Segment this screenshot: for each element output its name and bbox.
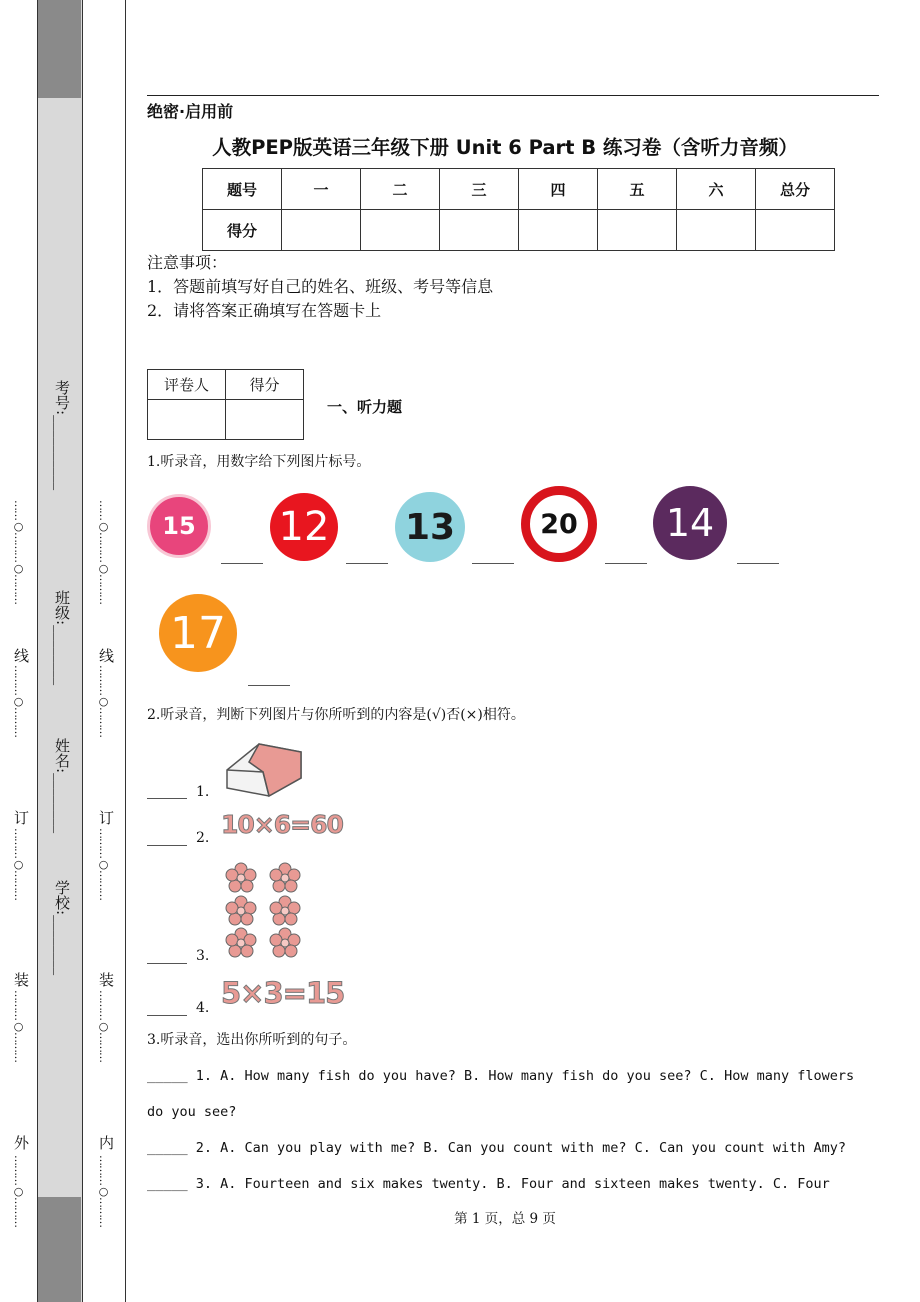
equation-5x3-image: 5×3=15 <box>221 976 345 1010</box>
score-row-label: 得分 <box>203 210 282 251</box>
q2-answer-blank[interactable] <box>147 963 187 964</box>
inner-label-ding: 订 <box>97 810 115 825</box>
page-title: 人教PEP版英语三年级下册 Unit 6 Part B 练习卷（含听力音频） <box>212 136 798 159</box>
grader-table <box>147 369 304 440</box>
outer-label-xian: 线 <box>12 648 30 663</box>
q1-answer-blank[interactable] <box>346 563 388 564</box>
grader-header: 得分 <box>226 370 304 400</box>
q2-item-number: 2. <box>196 830 210 846</box>
outer-seal-line-2: ………○……… <box>12 665 25 737</box>
binding-inner-line <box>125 0 126 1302</box>
q2-answer-blank[interactable] <box>147 798 187 799</box>
outer-label-wai: 外 <box>12 1135 30 1150</box>
score-header: 题号 <box>203 169 282 210</box>
outer-seal-line-4: ………○……… <box>12 990 25 1062</box>
inner-seal-line-4: ………○……… <box>97 990 110 1062</box>
number-15-icon: 15 <box>147 494 211 558</box>
number-17-icon: 17 <box>159 594 237 672</box>
inner-seal-line-3: ………○……… <box>97 828 110 900</box>
q1-answer-blank[interactable] <box>248 685 290 686</box>
q2-item-number: 1. <box>196 784 210 800</box>
q1-answer-blank[interactable] <box>472 563 514 564</box>
outer-seal-line-1: ……○………○……… <box>12 500 25 604</box>
field-name[interactable]: 姓名:________ <box>53 738 71 834</box>
outer-label-zhuang: 装 <box>12 972 30 987</box>
number-12-icon: 12 <box>270 493 338 561</box>
grader-header: 评卷人 <box>148 370 226 400</box>
score-cell[interactable] <box>282 210 361 251</box>
score-header: 总分 <box>756 169 835 210</box>
grader-cell[interactable] <box>226 400 304 440</box>
notes-item: 2．请将答案正确填写在答题卡上 <box>147 301 382 320</box>
q2-answer-blank[interactable] <box>147 1015 187 1016</box>
section-title-listening: 一、听力题 <box>327 398 403 416</box>
inner-label-zhuang: 装 <box>97 972 115 987</box>
score-header: 五 <box>598 169 677 210</box>
field-school[interactable]: 学校:________ <box>53 880 71 976</box>
score-cell[interactable] <box>440 210 519 251</box>
score-cell[interactable] <box>598 210 677 251</box>
inner-label-nei: 内 <box>97 1135 115 1150</box>
q1-answer-blank[interactable] <box>221 563 263 564</box>
number-13-icon: 13 <box>395 492 465 562</box>
score-cell[interactable] <box>677 210 756 251</box>
field-class[interactable]: 班级:________ <box>53 590 71 686</box>
equation-10x6-image: 10×6=60 <box>221 810 343 839</box>
score-header: 六 <box>677 169 756 210</box>
score-header: 二 <box>361 169 440 210</box>
inner-seal-line-2: ………○……… <box>97 665 110 737</box>
number-20-icon: 20 <box>521 486 597 562</box>
inner-seal-line-1: ……○………○……… <box>97 500 110 604</box>
score-cell[interactable] <box>361 210 440 251</box>
outer-seal-line-5: ………○……… <box>12 1155 25 1227</box>
inner-label-xian: 线 <box>97 648 115 663</box>
grader-cell[interactable] <box>148 400 226 440</box>
score-cell[interactable] <box>519 210 598 251</box>
score-header: 一 <box>282 169 361 210</box>
q2-answer-blank[interactable] <box>147 845 187 846</box>
outer-seal-line-3: ………○……… <box>12 828 25 900</box>
q1-answer-blank[interactable] <box>605 563 647 564</box>
number-14-icon: 14 <box>653 486 727 560</box>
confidential-label: 绝密·启用前 <box>147 102 234 121</box>
binding-margin-top-block <box>38 0 81 98</box>
q3-line: _____ 3. A. Fourteen and six makes twenty. B. Four and sixteen makes twenty. C. Four <box>147 1176 830 1192</box>
q2-item-number: 3. <box>196 948 210 964</box>
score-cell[interactable] <box>756 210 835 251</box>
field-exam-no[interactable]: 考号:__________ <box>53 380 71 491</box>
notes-title: 注意事项： <box>147 253 228 272</box>
notes-item: 1．答题前填写好自己的姓名、班级、考号等信息 <box>147 277 494 296</box>
q3-prompt: 3.听录音，选出你所听到的句子。 <box>147 1032 357 1048</box>
header-rule <box>147 95 879 96</box>
score-header: 三 <box>440 169 519 210</box>
q1-prompt: 1.听录音，用数字给下列图片标号。 <box>147 454 371 470</box>
inner-seal-line-5: ………○……… <box>97 1155 110 1227</box>
flowers-image <box>222 862 306 960</box>
score-header: 四 <box>519 169 598 210</box>
q2-prompt: 2.听录音，判断下列图片与你所听到的内容是(√)否(×)相符。 <box>147 707 525 723</box>
q3-line: _____ 1. A. How many fish do you have? B. How many fish do you see? C. How many flowers <box>147 1068 855 1084</box>
q1-answer-blank[interactable] <box>737 563 779 564</box>
eraser-icon <box>221 738 305 800</box>
q3-line: do you see? <box>147 1104 237 1120</box>
score-table <box>202 168 835 251</box>
q2-item-number: 4. <box>196 1000 210 1016</box>
q3-line: _____ 2. A. Can you play with me? B. Can you count with me? C. Can you count with Amy? <box>147 1140 846 1156</box>
page-footer: 第 1 页，总 9 页 <box>454 1211 556 1227</box>
outer-label-ding: 订 <box>12 810 30 825</box>
